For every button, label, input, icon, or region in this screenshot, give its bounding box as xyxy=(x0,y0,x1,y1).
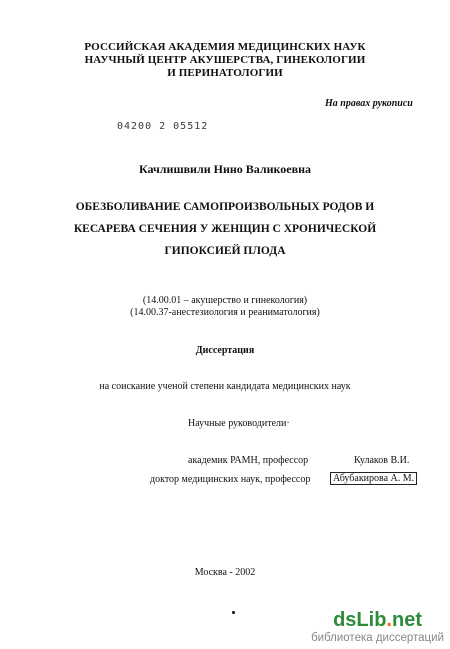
page-dot xyxy=(232,611,235,614)
title-line-3: ГИПОКСИЕЙ ПЛОДА xyxy=(164,245,286,257)
place-year: Москва - 2002 xyxy=(194,567,256,578)
rights-note: На правах рукописи xyxy=(325,98,413,109)
watermark xyxy=(311,609,444,645)
watermark-logo: dsLib.net xyxy=(333,609,422,631)
supervisor-2-title: доктор медицинских наук, профессор xyxy=(150,474,311,485)
institution-line-1: РОССИЙСКАЯ АКАДЕМИЯ МЕДИЦИНСКИХ НАУК xyxy=(84,41,366,53)
work-type: Диссертация xyxy=(195,345,255,356)
title-line-1: ОБЕЗБОЛИВАНИЕ САМОПРОИЗВОЛЬНЫХ РОДОВ И xyxy=(75,201,375,213)
supervisor-1-name: Кулаков В.И. xyxy=(354,455,410,466)
degree-line: на соискание ученой степени кандидата медицинских наук xyxy=(99,381,351,392)
supervisor-2-name: Абубакирова А. М. xyxy=(330,472,417,485)
institution-line-2: НАУЧНЫЙ ЦЕНТР АКУШЕРСТВА, ГИНЕКОЛОГИИ xyxy=(84,54,366,66)
title-line-2: КЕСАРЕВА СЕЧЕНИЯ У ЖЕНЩИН С ХРОНИЧЕСКОЙ xyxy=(73,223,377,235)
institution-line-3: И ПЕРИНАТОЛОГИИ xyxy=(167,67,283,79)
supervisors-label: Научные руководители· xyxy=(188,418,290,429)
author-name: Качлишвили Нино Валикоевна xyxy=(138,162,312,176)
watermark-tagline: библиотека диссертаций xyxy=(311,632,444,644)
specialty-line-1: (14.00.01 – акушерство и гинекология) xyxy=(142,295,308,306)
stamp-number: 04200 2 05512 xyxy=(117,121,209,132)
supervisor-1-title: академик РАМН, профессор xyxy=(188,455,309,466)
specialty-line-2: (14.00.37-анестезиология и реаниматология) xyxy=(130,307,320,318)
